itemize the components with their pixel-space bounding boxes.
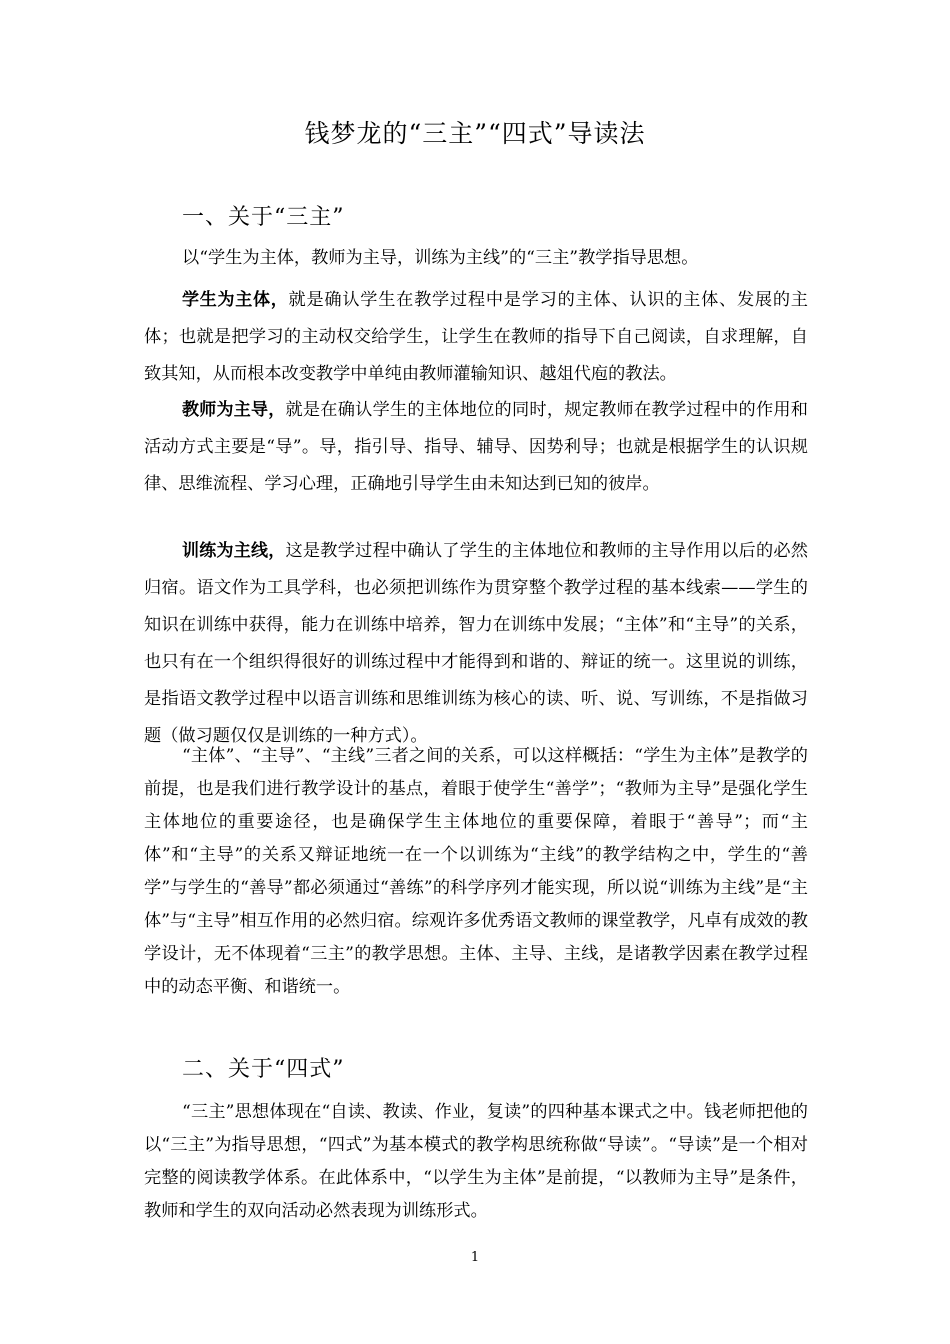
- text-training-mainline: 这是教学过程中确认了学生的主体地位和教师的主导作用以后的必然归宿。语文作为工具学科，也必须把训练作为贯穿整个教学过程的基本线索——学生的知识在训练中获得，能力在训练中培养，智力在训练中发展；“主体”和“主导”的关系，也只有在一个组织得很好的训练过程中才能得到和谐的、辩证的统一。这里说的训练，是指语文教学过程中以语言训练和思维训练为核心的读、听、说、写训练，不是指做习题（做习题仅仅是训练的一种方式）。: [144, 541, 808, 746]
- intro-paragraph: 以“学生为主体，教师为主导，训练为主线”的“三主”教学指导思想。: [182, 248, 699, 268]
- paragraph-teacher-lead: [144, 392, 808, 503]
- section-heading-three-mains: 一、关于“三主”: [182, 205, 345, 230]
- lead-teacher-lead: 教师为主导，: [182, 400, 286, 420]
- paragraph-training-mainline: [144, 533, 808, 755]
- document-title: 钱梦龙的“三主”“四式”导读法: [304, 119, 646, 148]
- page-number: 1: [470, 1250, 480, 1265]
- paragraph-four-styles: “三主”思想体现在“自读、教读、作业，复读”的四种基本课式之中。钱老师把他的以“三主”为指导思想，“四式”为基本模式的教学构思统称做“导读”。“导读”是一个相对完整的阅读教学体系。在此体系中，“以学生为主体”是前提，“以教师为主导”是条件，教师和学生的双向活动必然表现为训练形式。: [144, 1102, 808, 1221]
- lead-student-subject: 学生为主体，: [182, 290, 289, 310]
- section-heading-four-styles: 二、关于“四式”: [182, 1057, 345, 1082]
- paragraph-student-subject: [144, 282, 808, 393]
- text-student-subject: 就是确认学生在教学过程中是学习的主体、认识的主体、发展的主体；也就是把学习的主动权交给学生，让学生在教师的指导下自己阅读，自求理解，自致其知，从而根本改变教学中单纯由教师灌输知识、越俎代庖的教法。: [144, 290, 808, 384]
- paragraph-relationship: “主体”、“主导”、“主线”三者之间的关系，可以这样概括：“学生为主体”是教学的前提，也是我们进行教学设计的基点，着眼于使学生“善学”；“教师为主导”是强化学生主体地位的重要途径，也是确保学生主体地位的重要保障，着眼于“善导”；而“主体”和“主导”的关系又辩证地统一在一个以训练为“主线”的教学结构之中，学生的“善学”与学生的“善导”都必须通过“善练”的科学序列才能实现，所以说“训练为主线”是“主体”与“主导”相互作用的必然归宿。综观许多优秀语文教师的课堂教学，凡卓有成效的教学设计，无不体现着“三主”的教学思想。主体、主导、主线，是诸教学因素在教学过程中的动态平衡、和谐统一。: [144, 746, 808, 997]
- text-teacher-lead: 就是在确认学生的主体地位的同时，规定教师在教学过程中的作用和活动方式主要是“导”。导，指引导、指导、辅导、因势利导；也就是根据学生的认识规律、思维流程、学习心理，正确地引导学生由未知达到已知的彼岸。: [144, 400, 808, 494]
- lead-training-mainline: 训练为主线，: [182, 541, 286, 561]
